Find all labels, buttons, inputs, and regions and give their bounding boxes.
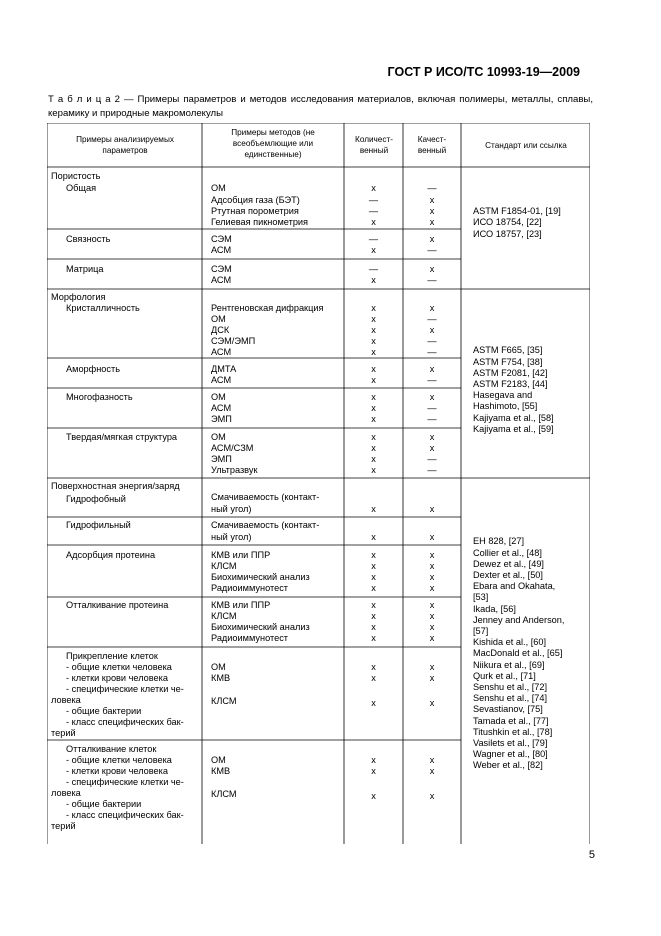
method-text: Адсобция газа (БЭТ) xyxy=(211,195,300,205)
method-text: ЭМП xyxy=(211,454,232,464)
reference-item: Hasegava and xyxy=(473,390,533,400)
method-text: АСМ xyxy=(211,347,232,357)
qual-mark: x xyxy=(429,195,435,205)
qual-mark: — xyxy=(427,336,437,346)
reference-item: Kajiyama et al., [59] xyxy=(473,424,554,434)
method-text: ОМ xyxy=(211,392,226,402)
qual-mark: x xyxy=(429,392,435,402)
qual-mark: — xyxy=(427,314,437,324)
quant-mark: x xyxy=(371,504,376,514)
qual-mark: x xyxy=(429,791,435,801)
qual-mark: x xyxy=(429,504,435,514)
qual-mark: x xyxy=(429,755,435,765)
qual-mark: x xyxy=(429,443,435,453)
header-qualitative: Качест-венный xyxy=(417,135,447,155)
method-text: Биохимический анализ xyxy=(211,572,310,582)
quant-mark: x xyxy=(371,314,376,324)
quant-mark: x xyxy=(371,443,376,453)
qual-mark: x xyxy=(429,622,435,632)
param-label: Адсорбция протеина xyxy=(66,550,156,560)
reference-item: ASTM F1854-01, [19] xyxy=(473,206,561,216)
param-label: Многофазность xyxy=(66,392,133,402)
quant-mark: — xyxy=(368,206,379,216)
quant-mark: x xyxy=(371,766,376,776)
method-text: КМВ xyxy=(211,673,231,683)
method-text: КЛСМ xyxy=(211,611,237,621)
method-text: Ртутная порометрия xyxy=(211,206,299,216)
method-text: ный угол) xyxy=(211,504,252,514)
quant-mark: x xyxy=(371,325,376,335)
param-label: Общая xyxy=(66,183,97,193)
method-text: Радиоиммунотест xyxy=(211,583,288,593)
qual-mark: — xyxy=(427,347,437,357)
qual-mark: x xyxy=(429,561,435,571)
method-text: ОМ xyxy=(211,755,226,765)
param-sub: терий xyxy=(51,728,76,738)
param-sub: терий xyxy=(51,821,76,831)
page-number: 5 xyxy=(588,849,595,861)
method-text: АСМ/СЗМ xyxy=(211,443,254,453)
quant-mark: x xyxy=(371,275,376,285)
quant-mark: x xyxy=(371,583,376,593)
reference-item: Dexter et al., [50] xyxy=(473,570,543,580)
quant-mark: — xyxy=(368,264,379,274)
reference-item: Ebara and Okahata, xyxy=(473,581,556,591)
method-text: СЭМ/ЭМП xyxy=(211,336,256,346)
qual-mark: x xyxy=(429,432,435,442)
materials-table xyxy=(47,123,590,844)
param-sub: - клетки крови человека xyxy=(66,766,168,776)
quant-mark: x xyxy=(371,454,376,464)
group-surface: Поверхностная энергия/заряд xyxy=(51,481,180,491)
qual-mark: x xyxy=(429,600,435,610)
param-label: Связность xyxy=(66,234,111,244)
method-text: КМВ или ППР xyxy=(211,550,271,560)
param-sub: ловека xyxy=(51,695,81,705)
qual-mark: x xyxy=(429,217,435,227)
quant-mark: x xyxy=(371,432,376,442)
quant-mark: — xyxy=(368,195,379,205)
method-text: КЛСМ xyxy=(211,561,237,571)
reference-item: Dewez et al., [49] xyxy=(473,559,544,569)
method-text: АСМ xyxy=(211,275,232,285)
reference-item: ASTM F2081, [42] xyxy=(473,368,548,378)
reference-item: Senshu et al., [72] xyxy=(473,682,548,692)
param-sub: - общие клетки человека xyxy=(66,662,172,672)
method-text: Ультразвук xyxy=(211,465,258,475)
method-text: ОМ xyxy=(211,314,226,324)
reference-item: ИСО 18754, [22] xyxy=(473,217,542,227)
qual-mark: — xyxy=(427,245,437,255)
quant-mark: x xyxy=(371,347,376,357)
reference-item: ЕН 828, [27] xyxy=(473,536,525,546)
quant-mark: x xyxy=(371,622,376,632)
quant-mark: x xyxy=(371,791,376,801)
header-standard: Стандарт или ссылка xyxy=(485,141,567,150)
param-label: Матрица xyxy=(66,264,104,274)
reference-item: Vasilets et al., [79] xyxy=(473,738,548,748)
method-text: АСМ xyxy=(211,375,232,385)
quant-mark: x xyxy=(371,698,376,708)
method-text: КМВ xyxy=(211,766,231,776)
quant-mark: x xyxy=(371,245,376,255)
quant-mark: x xyxy=(371,532,376,542)
param-sub: - общие бактерии xyxy=(66,706,142,716)
header-quantitative: Количест-венный xyxy=(355,135,393,155)
qual-mark: x xyxy=(429,206,435,216)
method-text: ный угол) xyxy=(211,532,252,542)
method-text: АСМ xyxy=(211,403,232,413)
reference-item: Jenney and Anderson, xyxy=(473,615,565,625)
qual-mark: x xyxy=(429,673,435,683)
quant-mark: x xyxy=(371,375,376,385)
qual-mark: — xyxy=(427,465,437,475)
method-text: Гелиевая пикнометрия xyxy=(211,217,309,227)
method-text: КЛСМ xyxy=(211,789,237,799)
qual-mark: x xyxy=(429,532,435,542)
method-text: ОМ xyxy=(211,183,226,193)
reference-item: MacDonald et al., [65] xyxy=(473,648,563,658)
param-label: Гидрофильный xyxy=(66,520,131,530)
table-caption: Т а б л и ц а 2 — Примеры параметров и методов исследования материалов, включая полимеры, металлы, сплавы, керамику и природные макромолекулы xyxy=(48,94,593,119)
param-label: Кристалличность xyxy=(66,303,140,313)
header-methods: Примеры методов (не всеобъемлющие или единственные) xyxy=(231,128,315,159)
param-sub: - класс специфических бак- xyxy=(66,810,184,820)
quant-mark: x xyxy=(371,336,376,346)
qual-mark: — xyxy=(427,275,437,285)
qual-mark: — xyxy=(427,454,437,464)
param-label: Прикрепление клеток xyxy=(66,651,158,661)
qual-mark: x xyxy=(429,766,435,776)
quant-mark: x xyxy=(371,303,376,313)
qual-mark: — xyxy=(427,414,437,424)
method-text: КМВ или ППР xyxy=(211,600,271,610)
qual-mark: x xyxy=(429,572,435,582)
reference-item: ASTM F665, [35] xyxy=(473,345,543,355)
quant-mark: x xyxy=(371,572,376,582)
qual-mark: x xyxy=(429,633,435,643)
quant-mark: x xyxy=(371,414,376,424)
method-text: Радиоиммунотест xyxy=(211,633,288,643)
reference-item: Ikada, [56] xyxy=(473,604,516,614)
reference-item: ASTM F754, [38] xyxy=(473,357,543,367)
method-text: ОМ xyxy=(211,432,226,442)
param-label: Аморфность xyxy=(66,364,120,374)
method-text: Рентгеновская дифракция xyxy=(211,303,324,313)
method-text: Биохимический анализ xyxy=(211,622,310,632)
document-header: ГОСТ Р ИСО/ТС 10993-19—2009 xyxy=(387,65,580,79)
reference-item: Collier et al., [48] xyxy=(473,548,542,558)
qual-mark: — xyxy=(427,183,437,193)
qual-mark: x xyxy=(429,662,435,672)
quant-mark: x xyxy=(371,364,376,374)
quant-mark: x xyxy=(371,633,376,643)
quant-mark: x xyxy=(371,611,376,621)
qual-mark: — xyxy=(427,403,437,413)
qual-mark: x xyxy=(429,303,435,313)
qual-mark: x xyxy=(429,325,435,335)
reference-item: Hashimoto, [55] xyxy=(473,401,538,411)
method-text: СЭМ xyxy=(211,264,232,274)
quant-mark: — xyxy=(368,234,379,244)
method-text: ДМТА xyxy=(211,364,237,374)
param-label: Отталкивание протеина xyxy=(66,600,169,610)
param-label: Гидрофобный xyxy=(66,494,126,504)
group-morphology: Морфология xyxy=(51,292,106,302)
method-text: Смачиваемость (контакт- xyxy=(211,520,320,530)
reference-item: Sevastianov, [75] xyxy=(473,704,543,714)
qual-mark: x xyxy=(429,264,435,274)
reference-item: Titushkin et al., [78] xyxy=(473,727,553,737)
qual-mark: x xyxy=(429,698,435,708)
reference-item: Niikura et al., [69] xyxy=(473,660,545,670)
qual-mark: x xyxy=(429,611,435,621)
param-sub: ловека xyxy=(51,788,81,798)
quant-mark: x xyxy=(371,755,376,765)
method-text: ДСК xyxy=(211,325,230,335)
quant-mark: x xyxy=(371,403,376,413)
group-porosity: Пористость xyxy=(51,171,101,181)
reference-item: [57] xyxy=(473,626,489,636)
qual-mark: x xyxy=(429,583,435,593)
reference-item: Wagner et al., [80] xyxy=(473,749,548,759)
param-sub: - специфические клетки че- xyxy=(66,777,184,787)
reference-item: ASTM F2183, [44] xyxy=(473,379,548,389)
quant-mark: x xyxy=(371,217,376,227)
quant-mark: x xyxy=(371,183,376,193)
method-text: Смачиваемость (контакт- xyxy=(211,492,320,502)
qual-mark: — xyxy=(427,375,437,385)
reference-item: Kishida et al., [60] xyxy=(473,637,547,647)
reference-item: Senshu et al., [74] xyxy=(473,693,548,703)
quant-mark: x xyxy=(371,561,376,571)
quant-mark: x xyxy=(371,550,376,560)
param-label: Отталкивание клеток xyxy=(66,744,157,754)
quant-mark: x xyxy=(371,662,376,672)
method-text: ОМ xyxy=(211,662,226,672)
param-sub: - класс специфических бак- xyxy=(66,717,184,727)
param-sub: - клетки крови человека xyxy=(66,673,168,683)
reference-item: Kajiyama et al., [58] xyxy=(473,413,554,423)
quant-mark: x xyxy=(371,392,376,402)
qual-mark: x xyxy=(429,364,435,374)
reference-item: Weber et al., [82] xyxy=(473,760,543,770)
param-sub: - специфические клетки че- xyxy=(66,684,184,694)
reference-item: Tamada et al., [77] xyxy=(473,716,549,726)
header-params: Примеры анализируемых параметров xyxy=(76,135,174,155)
reference-item: ИСО 18757, [23] xyxy=(473,229,542,239)
reference-item: [53] xyxy=(473,592,489,602)
method-text: КЛСМ xyxy=(211,696,237,706)
param-sub: - общие клетки человека xyxy=(66,755,172,765)
quant-mark: x xyxy=(371,465,376,475)
reference-item: Qurk et al., [71] xyxy=(473,671,536,681)
param-sub: - общие бактерии xyxy=(66,799,142,809)
param-label: Твердая/мягкая структура xyxy=(66,432,178,442)
qual-mark: x xyxy=(429,234,435,244)
quant-mark: x xyxy=(371,600,376,610)
quant-mark: x xyxy=(371,673,376,683)
method-text: ЭМП xyxy=(211,414,232,424)
method-text: СЭМ xyxy=(211,234,232,244)
method-text: АСМ xyxy=(211,245,232,255)
qual-mark: x xyxy=(429,550,435,560)
